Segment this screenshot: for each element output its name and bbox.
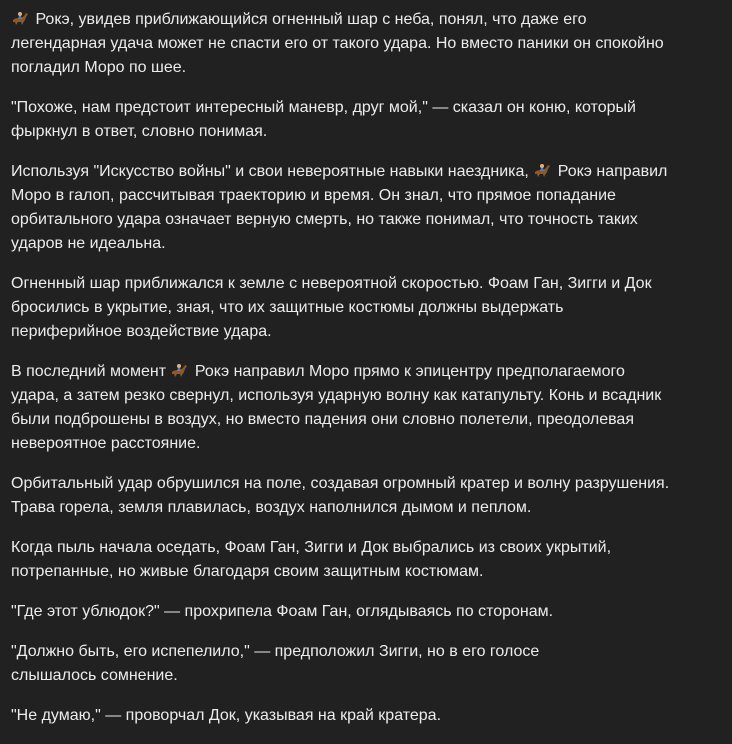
line-text: периферийное воздействие удара.: [11, 323, 272, 340]
text-line: [11, 408, 711, 432]
line-text: фыркнул в ответ, словно понимая.: [11, 123, 268, 140]
story-paragraph: [11, 160, 711, 256]
line-text: потрепанные, но живые благодаря своим защитным костюмам.: [11, 563, 484, 580]
text-line: [11, 600, 711, 624]
line-text: орбитального удара означает верную смерть, но также понимал, что точность таких: [11, 211, 638, 228]
text-line: [11, 232, 711, 256]
story-paragraph: [11, 640, 711, 688]
line-text: ударов не идеальна.: [11, 235, 166, 252]
line-text: "Где этот ублюдок?" — прохрипела Фоам Ган, оглядываясь по сторонам.: [11, 603, 554, 620]
text-line: [11, 664, 711, 688]
text-line: [11, 96, 711, 120]
text-line: [11, 56, 711, 80]
line-text: погладил Моро по шее.: [11, 59, 187, 76]
text-line: [11, 120, 711, 144]
line-text: легендарная удача может не спасти его от такого удара. Но вместо паники он спокойно: [11, 35, 664, 52]
text-line: [11, 32, 711, 56]
text-line: [11, 360, 711, 384]
line-text: Рокэ направил Моро прямо к эпицентру предполагаемого: [190, 363, 625, 380]
line-text: были подброшены в воздух, но вместо падения они словно полетели, преодолевая: [11, 411, 634, 428]
line-text: Моро в галоп, рассчитывая траекторию и время. Он знал, что прямое попадание: [11, 187, 616, 204]
text-line: [11, 536, 711, 560]
story-paragraph: [11, 272, 711, 344]
story-paragraph: [11, 472, 711, 520]
text-line: [11, 8, 711, 32]
text-line: [11, 320, 711, 344]
text-line: [11, 560, 711, 584]
text-line: [11, 184, 711, 208]
story-paragraph: [11, 600, 711, 624]
text-line: [11, 472, 711, 496]
story-paragraph: [11, 360, 711, 456]
horse-rider-icon: [11, 10, 30, 26]
line-text: Когда пыль начала оседать, Фоам Ган, Зигги и Док выбрались из своих укрытий,: [11, 539, 612, 556]
story-paragraph: [11, 704, 711, 728]
story-paragraph: [11, 8, 711, 80]
line-text: Огненный шар приближался к земле с невероятной скоростью. Фоам Ган, Зигги и Док: [11, 275, 652, 292]
chat-message-body: [11, 8, 711, 744]
line-text: невероятное расстояние.: [11, 435, 201, 452]
line-text: удара, а затем резко свернул, используя ударную волну как катапульту. Конь и всадник: [11, 387, 662, 404]
line-text: Используя "Искусство войны" и свои невероятные навыки наездника,: [11, 163, 534, 180]
line-text: В последний момент: [11, 363, 171, 380]
text-line: [11, 296, 711, 320]
line-text: Рокэ направил: [553, 163, 668, 180]
horse-rider-icon: [533, 162, 552, 178]
text-line: [11, 208, 711, 232]
text-line: [11, 640, 711, 664]
text-line: [11, 704, 711, 728]
text-line: [11, 384, 711, 408]
horse-rider-icon: [170, 362, 189, 378]
text-line: [11, 496, 711, 520]
line-text: Трава горела, земля плавилась, воздух наполнился дымом и пеплом.: [11, 499, 532, 516]
line-text: слышалось сомнение.: [11, 667, 178, 684]
line-text: бросились в укрытие, зная, что их защитные костюмы должны выдержать: [11, 299, 564, 316]
text-line: [11, 160, 711, 184]
text-line: [11, 432, 711, 456]
line-text: "Должно быть, его испепелило," — предположил Зигги, но в его голосе: [11, 643, 540, 660]
line-text: "Похоже, нам предстоит интересный маневр, друг мой," — сказал он коню, который: [11, 99, 636, 116]
story-paragraph: [11, 536, 711, 584]
line-text: Орбитальный удар обрушился на поле, создавая огромный кратер и волну разрушения.: [11, 475, 670, 492]
text-line: [11, 272, 711, 296]
line-text: "Не думаю," — проворчал Док, указывая на край кратера.: [11, 707, 442, 724]
line-text: Рокэ, увидев приближающийся огненный шар с неба, понял, что даже его: [31, 11, 587, 28]
story-paragraph: [11, 96, 711, 144]
